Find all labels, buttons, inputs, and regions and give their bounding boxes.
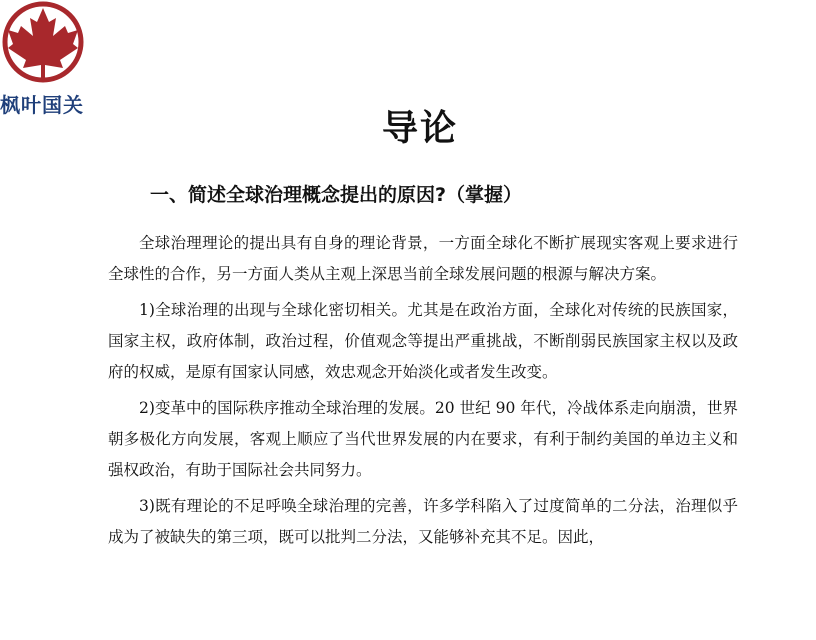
section-heading: 一、简述全球治理概念提出的原因?（掌握） (150, 184, 523, 206)
page-title: 导论 (381, 108, 458, 149)
paragraph-intro: 全球治理理论的提出具有自身的理论背景，一方面全球化不断扩展现实客观上要求进行全球性的合作，另一方面人类从主观上深思当前全球发展问题的根源与解决方案。 (108, 234, 738, 283)
document-body (108, 228, 738, 558)
paragraph-point-3: 3)既有理论的不足呼唤全球治理的完善，许多学科陷入了过度简单的二分法，治理似乎成为了被缺失的第三项，既可以批判二分法，又能够补充其不足。因此， (108, 497, 738, 546)
logo-text: 枫叶国关 (0, 93, 84, 117)
maple-leaf-icon (0, 0, 92, 92)
paragraph-point-2: 2)变革中的国际秩序推动全球治理的发展。20 世纪 90 年代，冷战体系走向崩溃，世界朝多极化方向发展，客观上顺应了当代世界发展的内在要求，有利于制约美国的单边主义和强权政治，有助于国际社会共同努力。 (108, 399, 738, 479)
paragraph-point-1: 1)全球治理的出现与全球化密切相关。尤其是在政治方面，全球化对传统的民族国家，国家主权，政府体制，政治过程，价值观念等提出严重挑战，不断削弱民族国家主权以及政府的权威，是原有国家认同感，效忠观念开始淡化或者发生改变。 (108, 301, 738, 381)
